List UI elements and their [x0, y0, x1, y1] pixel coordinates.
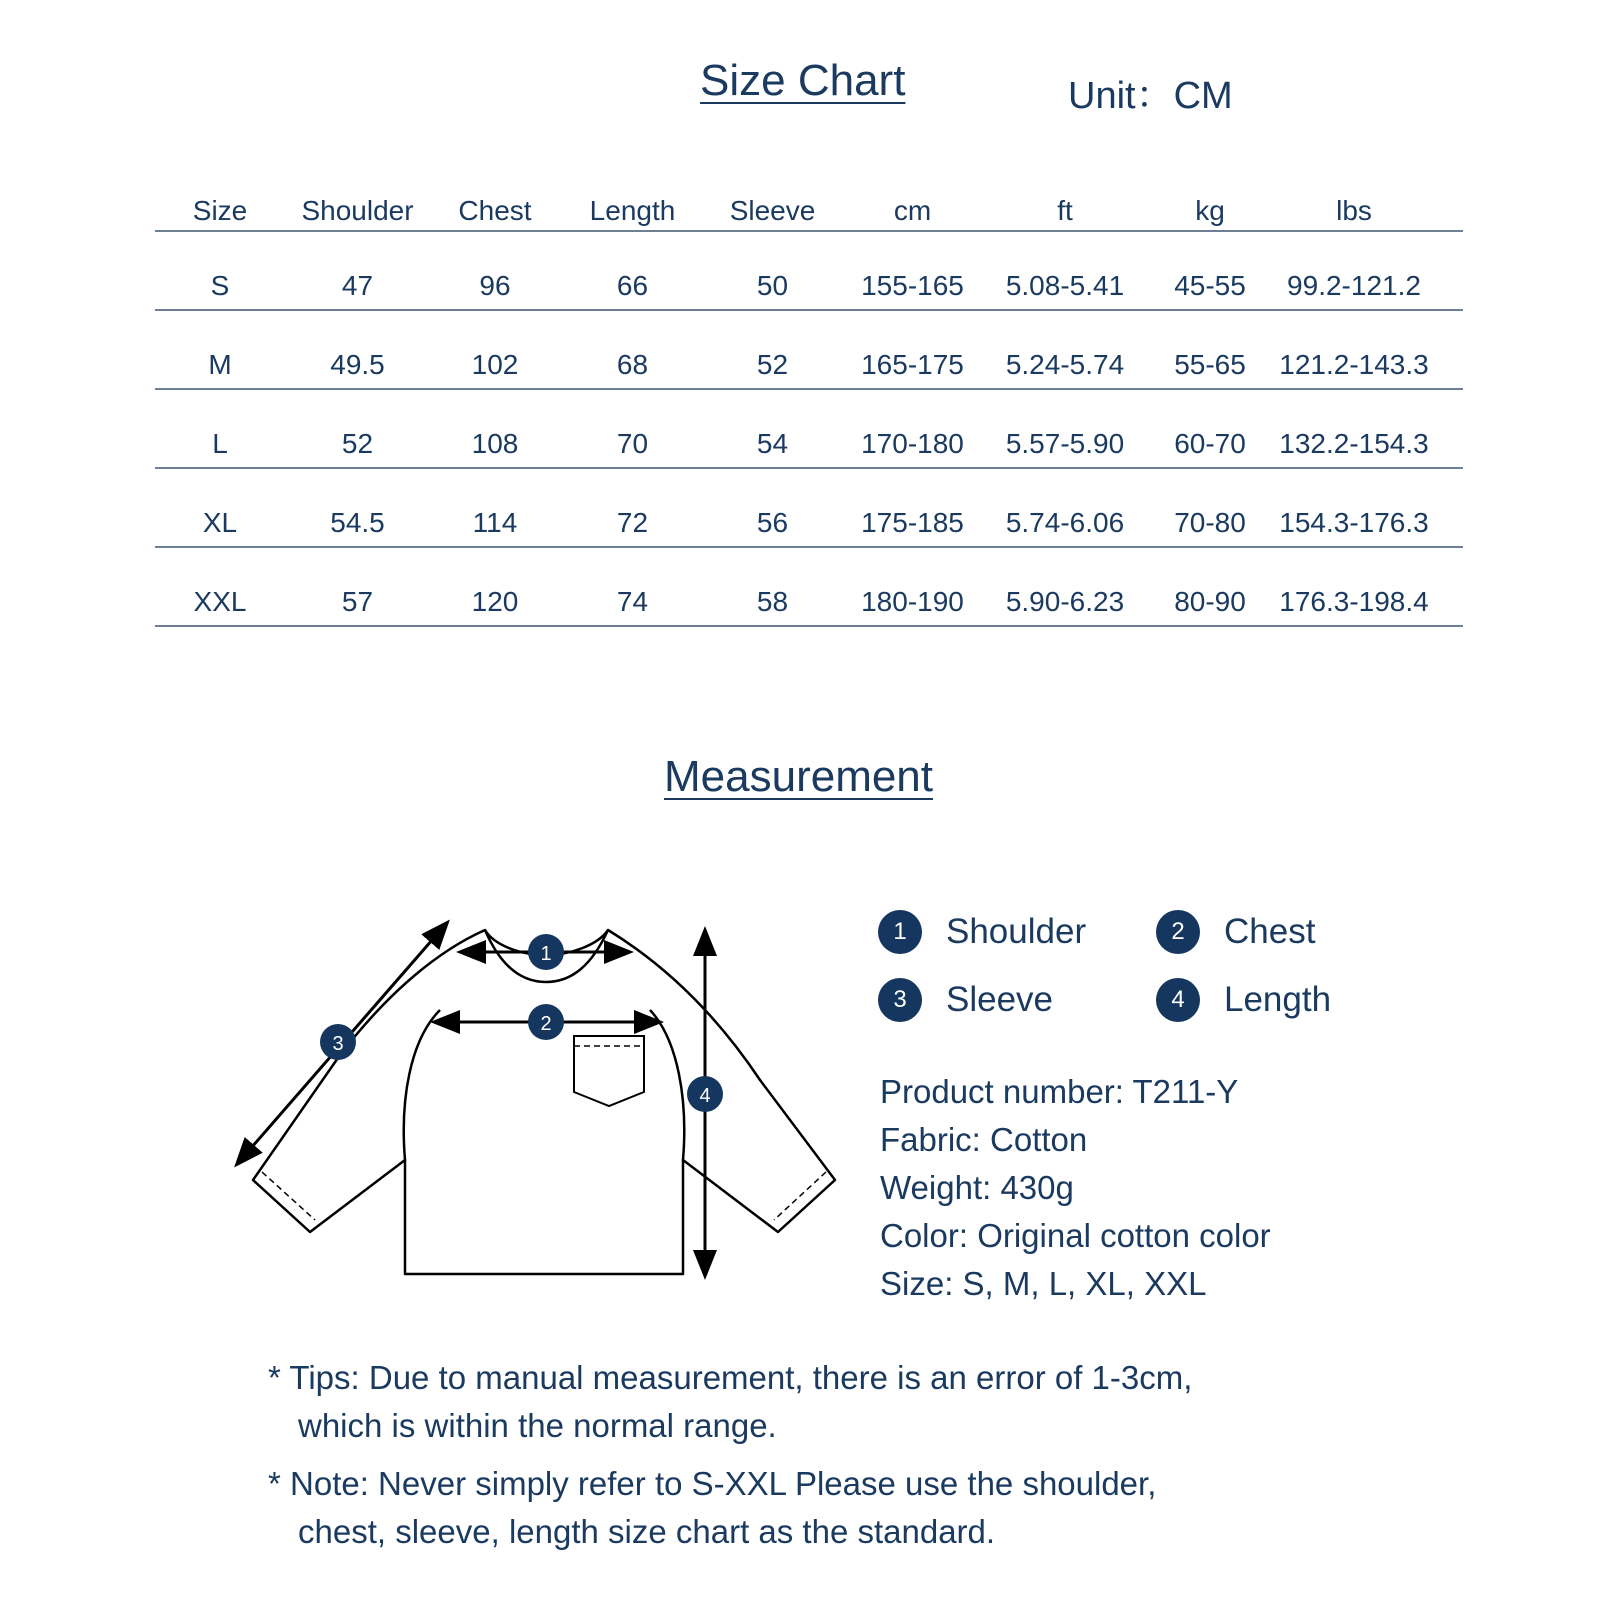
header-height-ft: ft [1057, 195, 1073, 226]
marker-3 [320, 1024, 356, 1060]
marker-4-label: 4 [699, 1085, 711, 1107]
table-cell: 50 [756, 269, 789, 301]
table-cell: 114 [472, 506, 518, 538]
legend-item-sleeve [878, 978, 1053, 1022]
header-sleeve: Sleeve [729, 195, 816, 226]
table-cell: 58 [756, 585, 789, 617]
header-shoulder: Shoulder [301, 195, 414, 226]
product-number: Product number: T211-Y [880, 1073, 1239, 1110]
table-cell: 132.2-154.3 [1279, 427, 1429, 459]
table-cell: 5.57-5.90 [1005, 427, 1125, 459]
table-cell: 66 [616, 269, 649, 301]
table-row [155, 390, 1463, 469]
tshirt-diagram [210, 900, 860, 1300]
table-row [155, 469, 1463, 548]
legend-badge: 2 [1156, 910, 1200, 954]
table-cell: 96 [479, 269, 511, 301]
product-fabric: Fabric: Cotton [880, 1121, 1088, 1158]
measurement-title: Measurement [664, 752, 934, 801]
legend-label: Chest [1224, 912, 1316, 951]
table-cell: 120 [471, 585, 519, 617]
table-cell: 54.5 [330, 506, 385, 538]
table-cell: 60-70 [1174, 427, 1246, 459]
table-cell: 52 [341, 427, 374, 459]
legend-badge: 3 [878, 978, 922, 1022]
legend-item-length [1156, 978, 1331, 1022]
table-cell: 5.08-5.41 [1005, 269, 1125, 301]
marker-1-label: 1 [540, 943, 552, 965]
table-cell: 45-55 [1174, 269, 1246, 301]
table-cell: 108 [471, 427, 519, 459]
table-cell: L [212, 427, 228, 459]
note-line-2: chest, sleeve, length size chart as the standard. [298, 1513, 996, 1550]
product-weight: Weight: 430g [880, 1169, 1074, 1206]
table-cell: 80-90 [1174, 585, 1246, 617]
table-cell: M [208, 348, 232, 380]
table-cell: 5.90-6.23 [1005, 585, 1125, 617]
tips-line-1: * Tips: Due to manual measurement, there is an error of 1-3cm, [268, 1359, 1193, 1396]
table-cell: 72 [616, 506, 649, 538]
legend-label: Shoulder [946, 912, 1087, 951]
table-cell: 47 [341, 269, 374, 301]
table-cell: 5.74-6.06 [1005, 506, 1125, 538]
table-cell: XXL [193, 585, 247, 617]
marker-4 [687, 1076, 723, 1112]
table-cell: 155-165 [861, 269, 964, 301]
table-cell: 54 [756, 427, 789, 459]
table-cell: 70-80 [1174, 506, 1246, 538]
header-size: Size [192, 195, 248, 226]
header-weight-lbs: lbs [1336, 195, 1372, 226]
table-cell: 154.3-176.3 [1279, 506, 1429, 538]
table-cell: 57 [341, 585, 374, 617]
table-cell: 74 [616, 585, 649, 617]
table-cell: 52 [756, 348, 789, 380]
table-cell: 121.2-143.3 [1279, 348, 1429, 380]
table-cell: 70 [616, 427, 649, 459]
marker-2 [528, 1004, 564, 1040]
legend-item-chest [1156, 910, 1315, 954]
table-row [155, 311, 1463, 390]
table-header-row [155, 178, 1463, 232]
header-length: Length [589, 195, 676, 226]
table-cell: 49.5 [330, 348, 385, 380]
table-cell: 170-180 [861, 427, 964, 459]
product-sizes: Size: S, M, L, XL, XXL [880, 1265, 1207, 1302]
header-chest: Chest [458, 195, 532, 226]
legend-item-shoulder [878, 910, 1086, 954]
header-height-cm: cm [893, 195, 932, 226]
notes-section [268, 1354, 1468, 1556]
table-cell: 55-65 [1174, 348, 1246, 380]
size-chart-title: Size Chart [700, 56, 906, 105]
table-cell: 56 [756, 506, 789, 538]
table-row [155, 548, 1463, 627]
marker-3-label: 3 [332, 1033, 344, 1055]
table-cell: 68 [616, 348, 649, 380]
table-cell: 176.3-198.4 [1279, 585, 1429, 617]
product-specs [880, 1068, 1271, 1308]
table-cell: 5.24-5.74 [1005, 348, 1125, 380]
legend-label: Length [1224, 980, 1332, 1019]
measurement-legend [878, 910, 1438, 1060]
table-cell: 175-185 [861, 506, 964, 538]
unit-label: Unit：CM [1068, 75, 1233, 117]
table-cell: 180-190 [861, 585, 964, 617]
tshirt-outline [253, 930, 835, 1274]
table-cell: S [210, 269, 230, 301]
legend-badge: 1 [878, 910, 922, 954]
table-row [155, 232, 1463, 311]
tips-line-2: which is within the normal range. [298, 1407, 777, 1444]
table-cell: 165-175 [861, 348, 964, 380]
note-line-1: * Note: Never simply refer to S-XXL Please use the shoulder, [268, 1465, 1157, 1502]
table-cell: XL [202, 506, 238, 538]
legend-badge: 4 [1156, 978, 1200, 1022]
table-cell: 99.2-121.2 [1287, 269, 1421, 301]
size-table [155, 178, 1463, 627]
header-weight-kg: kg [1195, 195, 1225, 226]
marker-2-label: 2 [540, 1013, 552, 1035]
marker-1 [528, 934, 564, 970]
legend-label: Sleeve [946, 980, 1054, 1019]
table-cell: 102 [471, 348, 519, 380]
product-color: Color: Original cotton color [880, 1217, 1271, 1254]
